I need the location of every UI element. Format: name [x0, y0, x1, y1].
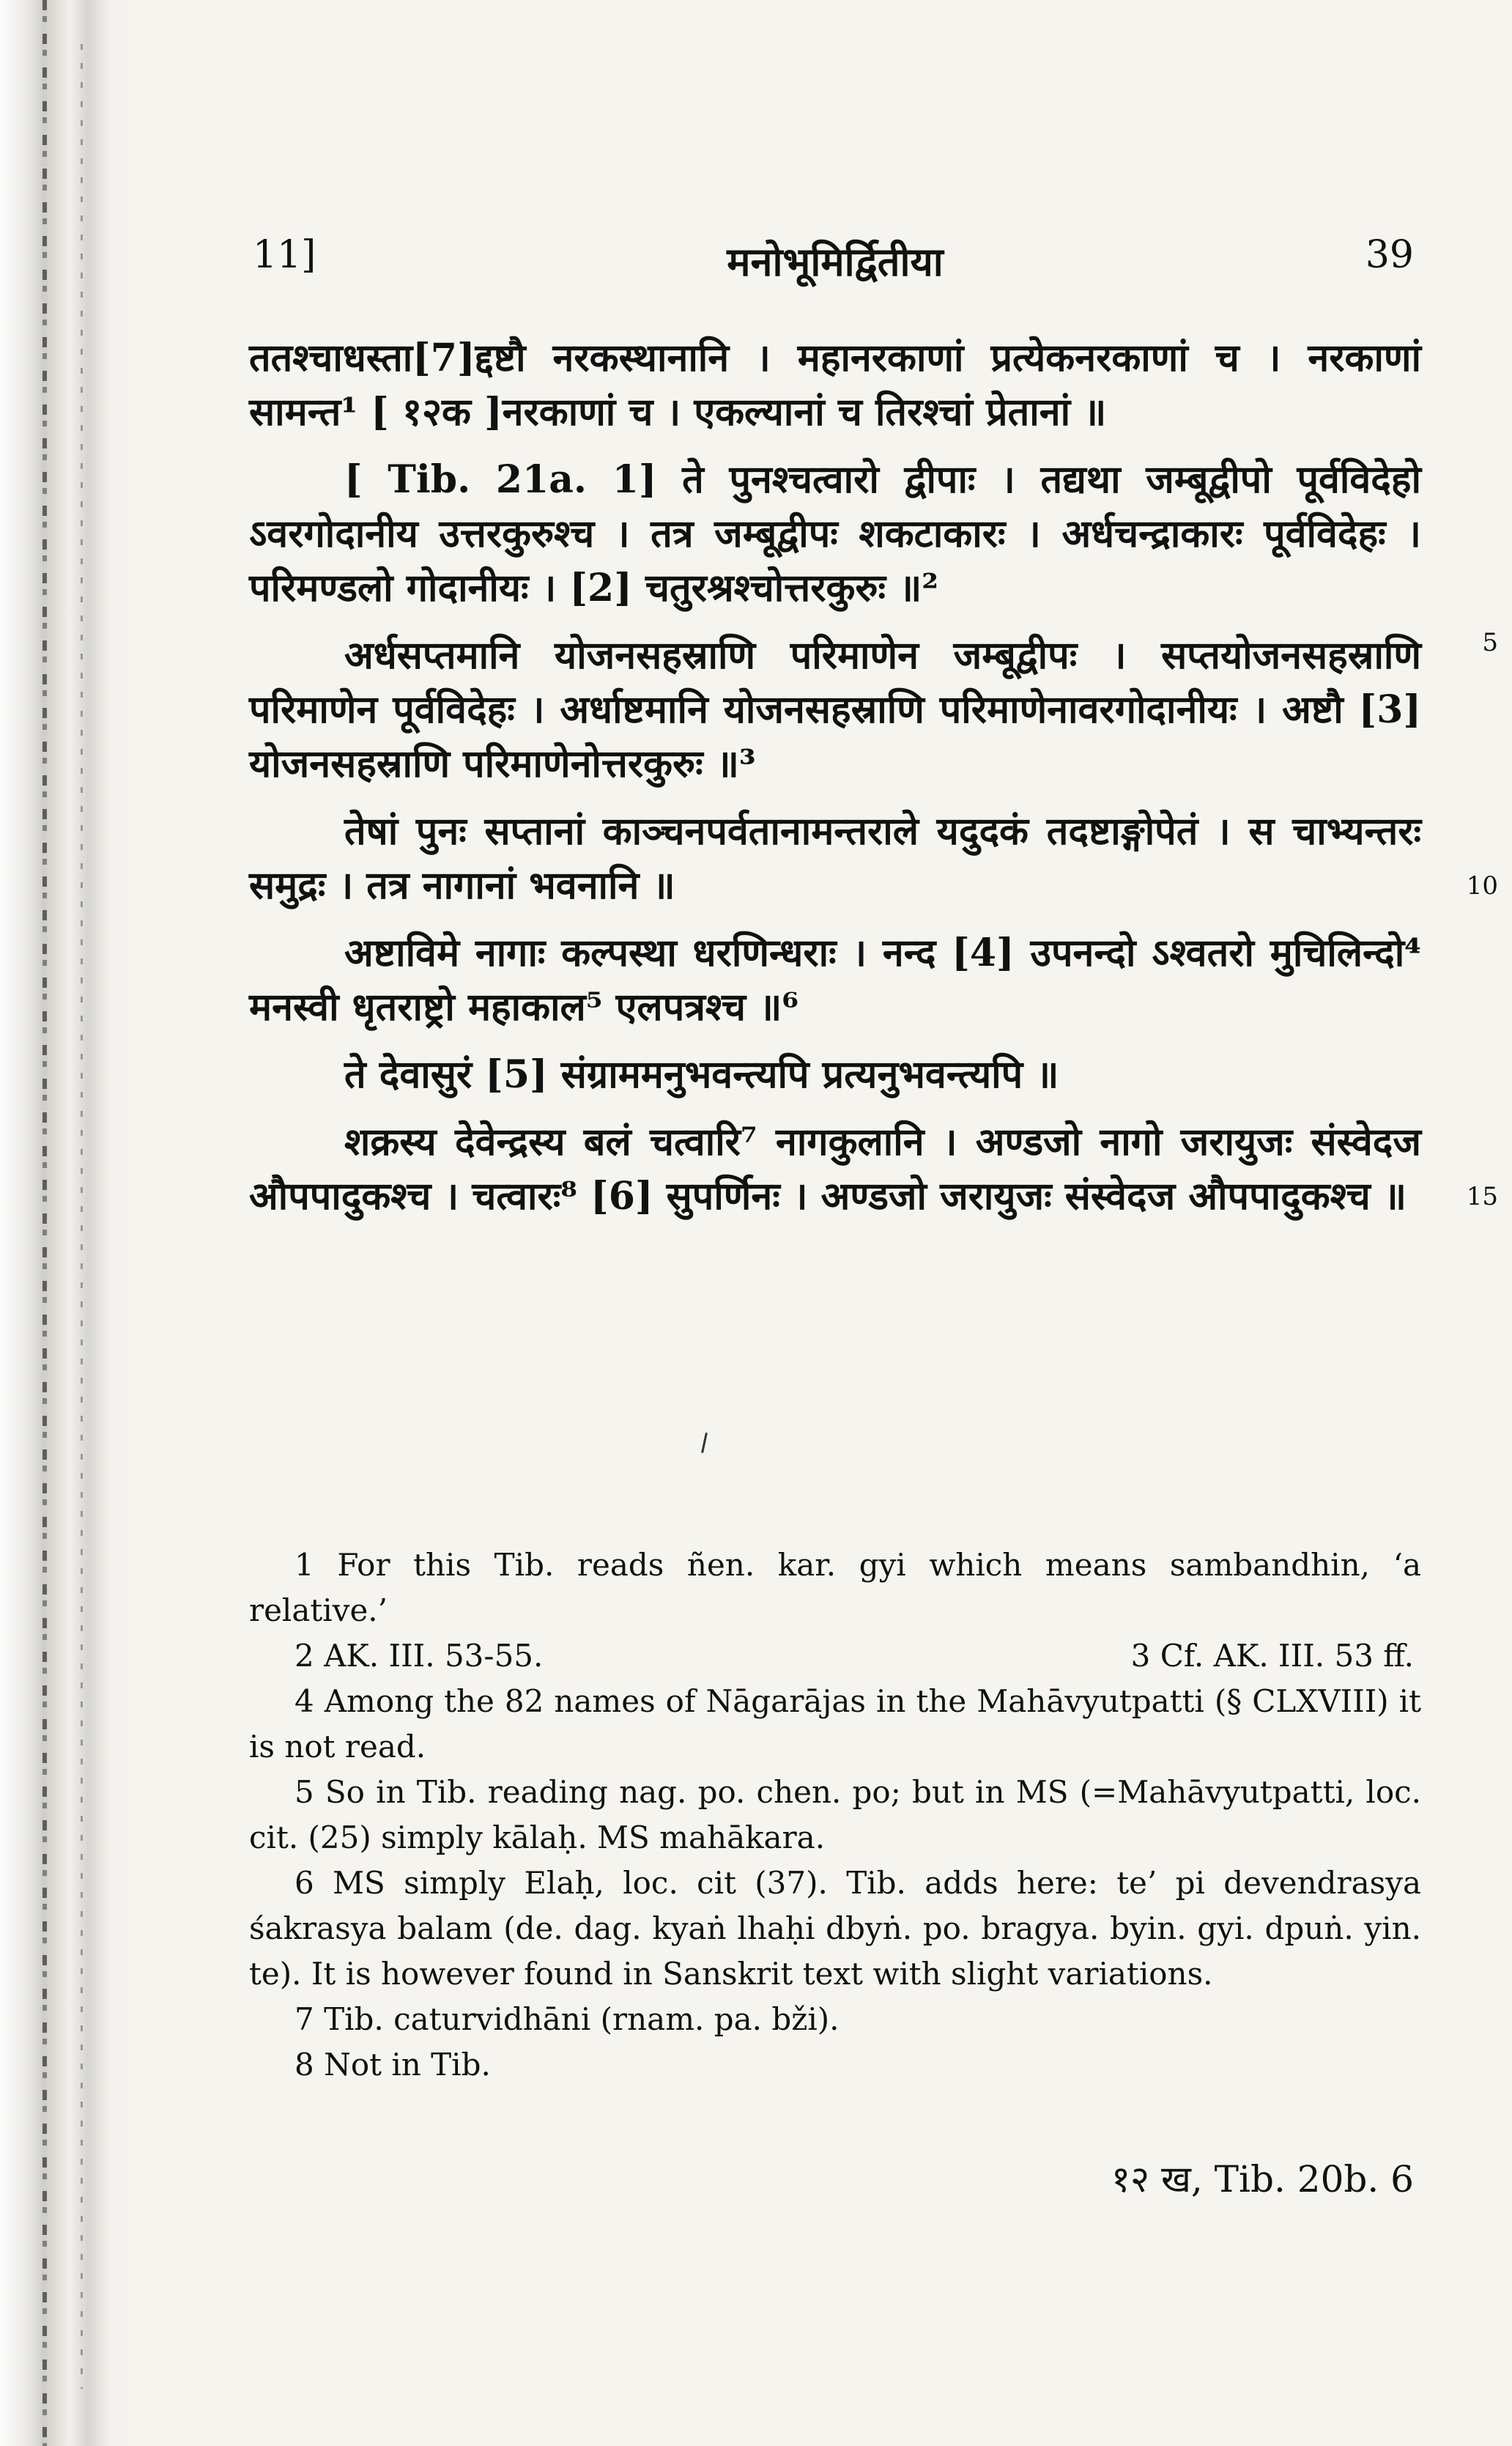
running-title: मनोभूमिर्द्वितीया	[727, 238, 944, 285]
paragraph-text: ते देवासुरं [5] संग्राममनुभवन्त्यपि प्रत्यनुभवन्त्यपि ॥	[344, 1052, 1059, 1097]
sanskrit-text-body	[249, 331, 1498, 1237]
footnote-1: 1 For this Tib. reads ñen. kar. gyi which means sambandhin, ‘a relative.’	[249, 1547, 1421, 1628]
paragraph-text: अर्धसप्तमानि योजनसहस्राणि परिमाणेन जम्बूद्वीपः । सप्तयोजनसहस्राणि परिमाणेन पूर्वविदेहः । अर्धाष्टमानि योजनसहस्राणि परिमाणेनावरगोदानीयः । अष्टौ [3] योजनसहस्राणि परिमाणेनोत्तरकुरुः ॥³	[249, 633, 1421, 786]
paragraph-2	[249, 453, 1498, 657]
folio-reference: १२ ख, Tib. 20b. 6	[1111, 2158, 1414, 2201]
footnote-3: 3 Cf. AK. III. 53 ff.	[1130, 1638, 1414, 1674]
footnote-7: 7 Tib. caturvidhāni (rnam. pa. bži).	[294, 2001, 840, 2037]
paragraph-4	[249, 805, 1498, 913]
running-header	[249, 233, 1421, 292]
section-marker: 11]	[253, 233, 316, 277]
paragraph-6	[249, 1048, 1421, 1102]
page-number: 39	[1365, 233, 1414, 277]
book-page	[249, 0, 1498, 2446]
line-number: 15	[1466, 1182, 1498, 1211]
paragraph-7	[249, 1115, 1498, 1224]
footnote-6: 6 MS simply Elaḥ, loc. cit (37). Tib. adds here: te’ pi devendrasya śakrasya balam (de. dag. kyaṅ lhaḥi dbyṅ. po. bragya. byin. gyi. dpuṅ. yin. te). It is however found in Sanskrit text with slight variations.	[249, 1865, 1421, 1992]
paragraph-text: ततश्चाधस्ता[7]द्दष्टौ नरकस्थानानि । महानरकाणां प्रत्येकनरकाणां च । नरकाणां सामन्त¹ [ १२क ]नरकाणां च । एकल्यानां च तिरश्चां प्रेतानां ॥	[249, 336, 1421, 435]
paragraph-text: शक्रस्य देवेन्द्रस्य बलं चत्वारि⁷ नागकुलानि । अण्डजो नागो जरायुजः संस्वेदज औपपादुकश्च । चत्वारः⁸ [6] सुपर्णिनः । अण्डजो जरायुजः संस्वेदज औपपादुकश्च ॥	[249, 1120, 1421, 1219]
book-binding-edge	[0, 0, 139, 2446]
footnotes	[249, 1542, 1421, 2088]
line-number: 5	[1482, 628, 1498, 657]
paragraph-1	[249, 331, 1421, 440]
footnote-5: 5 So in Tib. reading nag. po. chen. po; but in MS (=Mahāvyutpatti, loc. cit. (25) simply kālaḥ. MS mahākara.	[249, 1774, 1421, 1855]
paragraph-5	[249, 926, 1421, 1035]
line-number: 10	[1466, 871, 1498, 901]
paragraph-text: अष्टाविमे नागाः कल्पस्था धरणिन्धराः । नन्द [4] उपनन्दो ऽश्वतरो मुचिलिन्दो⁴ मनस्वी धृतराष्ट्रो महाकाल⁵ एलपत्रश्च ॥⁶	[249, 931, 1421, 1030]
footnote-2: 2 AK. III. 53-55.	[294, 1638, 544, 1674]
footnote-8: 8 Not in Tib.	[294, 2047, 491, 2083]
footnote-row-2-3	[249, 1633, 1421, 1679]
paragraph-text: [ Tib. 21a. 1] ते पुनश्चत्वारो द्वीपाः । तद्यथा जम्बूद्वीपो पूर्वविदेहो ऽवरगोदानीय उत्तरकुरुश्च । तत्र जम्बूद्वीपः शकटाकारः । अर्धचन्द्राकारः पूर्वविदेहः । परिमण्डलो गोदानीयः । [2] चतुरश्रश्चोत्तरकुरुः ॥²	[249, 457, 1421, 610]
paragraph-3	[249, 629, 1421, 791]
paragraph-text: तेषां पुनः सप्तानां काञ्चनपर्वतानामन्तराले यदुदकं तदष्टाङ्गोपेतं । स चाभ्यन्तरः समुद्रः । तत्र नागानां भवनानि ॥	[249, 809, 1421, 908]
stray-mark	[701, 1433, 708, 1453]
footnote-4: 4 Among the 82 names of Nāgarājas in the Mahāvyutpatti (§ CLXVIII) it is not read.	[249, 1683, 1421, 1765]
